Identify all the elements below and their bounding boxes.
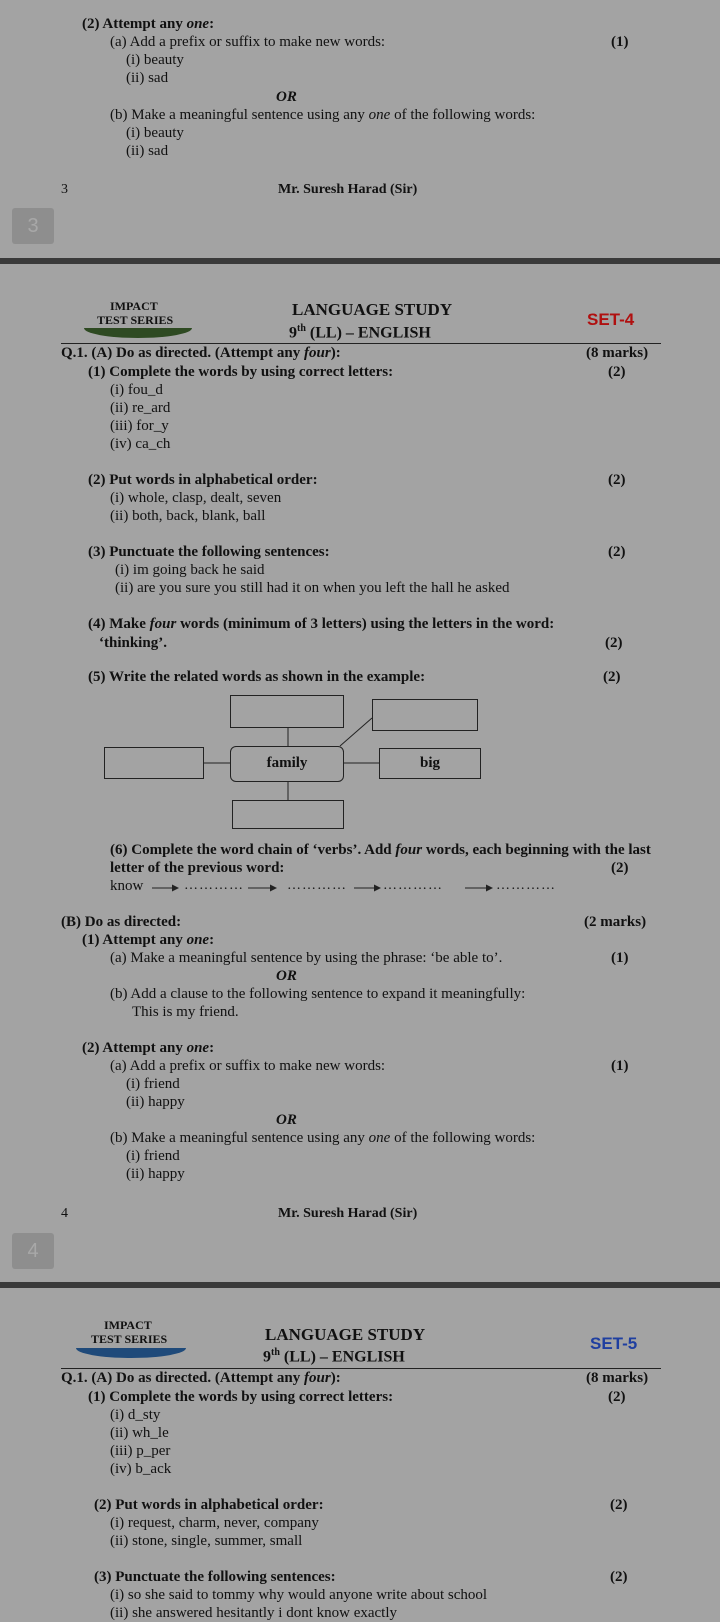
marks: (2) [608,364,626,380]
list-item: (i) so she said to tommy why would anyone write about school [110,1587,488,1603]
marks: (2) [603,669,621,685]
header-rule [61,1368,661,1369]
sentence: This is my friend. [132,1004,239,1020]
subquestion-title-cont: letter of the previous word: [110,860,285,876]
chain-blank[interactable]: ………… [287,878,347,893]
subquestion-title: (1) Complete the words by using correct letters: [88,364,394,380]
chain-arrows [0,880,720,894]
list-item: (iii) for_y [110,418,169,434]
marks: (2) [608,472,626,488]
footer-author: Mr. Suresh Harad (Sir) [278,1206,418,1221]
logo-text-bottom: TEST SERIES [97,313,174,327]
list-item: (ii) happy [126,1166,185,1182]
list-item: (i) beauty [126,52,184,68]
set-label: SET-4 [587,310,635,329]
option-a-text: (a) Make a meaningful sentence by using the phrase: ‘be able to’. [110,950,503,966]
list-item: (ii) she answered hesitantly i dont know exactly [110,1605,398,1621]
page-badge[interactable]: 3 [12,208,54,244]
list-item: (iv) b_ack [110,1461,172,1477]
page-number: 3 [61,182,68,197]
marks: (8 marks) [586,345,649,361]
list-item: (ii) both, back, blank, ball [110,508,266,524]
subquestion-title: (2) Put words in alphabetical order: [88,472,318,488]
subquestion-title: (4) Make four words (minimum of 3 letters) using the letters in the word: [88,616,555,632]
doc-subtitle: 9th (LL) – ENGLISH [263,1347,405,1366]
marks: (2) [611,860,629,876]
list-item: (ii) stone, single, summer, small [110,1533,303,1549]
list-item: (i) request, charm, never, company [110,1515,319,1531]
option-b-text: (b) Make a meaningful sentence using any one of the following words: [110,107,536,123]
subquestion-title: (1) Complete the words by using correct letters: [88,1389,394,1405]
subquestion-title: (3) Punctuate the following sentences: [94,1569,336,1585]
page-number: 4 [61,1206,68,1221]
list-item: (i) beauty [126,125,184,141]
target-word: ‘thinking’. [99,635,167,651]
page-badge[interactable]: 4 [12,1233,54,1269]
list-item: (iii) p_per [110,1443,171,1459]
question-heading: Q.1. (A) Do as directed. (Attempt any four): [61,1370,341,1386]
marks: (2 marks) [584,914,647,930]
marks: (1) [611,34,629,50]
subquestion-title: (6) Complete the word chain of ‘verbs’. Add four words, each beginning with the last [110,842,651,858]
center-word: family [266,755,308,771]
list-item: (i) im going back he said [115,562,265,578]
question-heading: (2) Attempt any one: [82,1040,215,1056]
list-item: (ii) sad [126,70,169,86]
set-label: SET-5 [590,1334,638,1353]
subquestion-title: (3) Punctuate the following sentences: [88,544,330,560]
chain-blank[interactable]: ………… [184,878,244,893]
footer-author: Mr. Suresh Harad (Sir) [278,182,418,197]
marks: (1) [611,950,629,966]
question-heading: Q.1. (A) Do as directed. (Attempt any four): [61,345,341,361]
doc-title: LANGUAGE STUDY [265,1325,426,1344]
question-heading: (1) Attempt any one: [82,932,215,948]
option-b-text: (b) Make a meaningful sentence using any one of the following words: [110,1130,536,1146]
subquestion-title: (2) Put words in alphabetical order: [94,1497,324,1513]
marks: (2) [608,1389,626,1405]
marks: (2) [610,1497,628,1513]
marks: (2) [608,544,626,560]
subquestion-title: (5) Write the related words as shown in the example: [88,669,426,685]
or-label: OR [276,1112,297,1128]
or-label: OR [276,89,297,105]
list-item: (i) fou_d [110,382,163,398]
chain-blank[interactable]: ………… [496,878,556,893]
list-item: (ii) are you sure you still had it on when you left the hall he asked [115,580,510,596]
chain-blank[interactable]: ………… [383,878,443,893]
logo-text-bottom: TEST SERIES [91,1332,168,1346]
list-item: (ii) re_ard [110,400,171,416]
section-heading: (B) Do as directed: [61,914,182,930]
list-item: (iv) ca_ch [110,436,171,452]
logo-text-top: IMPACT [110,299,158,313]
option-a-text: (a) Add a prefix or suffix to make new words: [110,1058,386,1074]
option-a-text: (a) Add a prefix or suffix to make new words: [110,34,386,50]
chain-start-word: know [110,878,144,894]
logo-swoosh-icon [76,1348,186,1358]
logo-text-top: IMPACT [104,1318,152,1332]
list-item: (ii) sad [126,143,169,159]
option-b-text: (b) Add a clause to the following sentence to expand it meaningfully: [110,986,526,1002]
example-word: big [419,755,440,771]
list-item: (ii) wh_le [110,1425,169,1441]
list-item: (i) friend [126,1148,180,1164]
marks: (1) [611,1058,629,1074]
page-separator [0,1282,720,1288]
doc-title: LANGUAGE STUDY [292,300,453,319]
marks: (2) [605,635,623,651]
list-item: (ii) happy [126,1094,185,1110]
list-item: (i) friend [126,1076,180,1092]
question-heading: (2) Attempt any one: [82,16,215,32]
list-item: (i) d_sty [110,1407,161,1423]
or-label: OR [276,968,297,984]
marks: (8 marks) [586,1370,649,1386]
doc-subtitle: 9th (LL) – ENGLISH [289,323,431,342]
list-item: (i) whole, clasp, dealt, seven [110,490,282,506]
marks: (2) [610,1569,628,1585]
